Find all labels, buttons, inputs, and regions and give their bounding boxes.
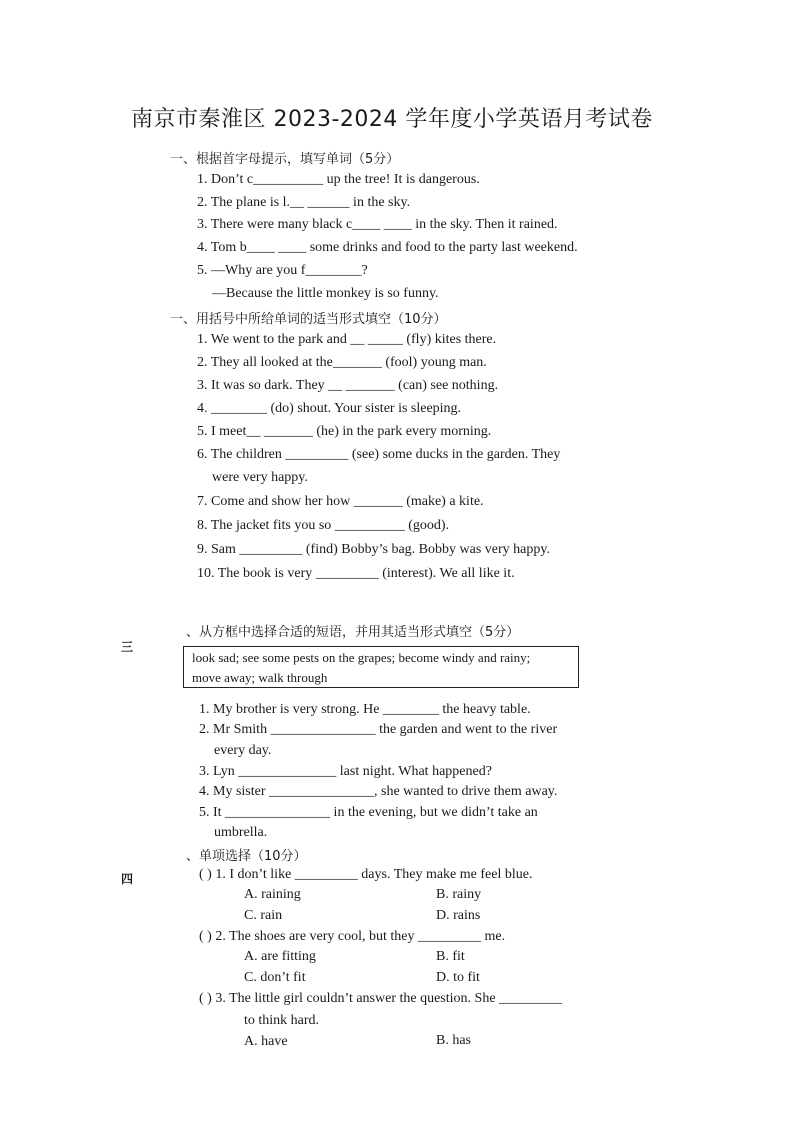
s3-item-2-cont: every day.	[214, 743, 272, 758]
s1-item-5: 5. —Why are you f________?	[197, 263, 368, 278]
s2-item-10: 10. The book is very _________ (interest). We all like it.	[197, 566, 515, 581]
q3-stem-cont: to think hard.	[244, 1013, 320, 1028]
phrase-box-line-1: look sad; see some pests on the grapes; become windy and rainy;	[192, 650, 531, 665]
phrase-box-line-2: move away; walk through	[192, 670, 328, 685]
s3-item-3: 3. Lyn ______________ last night. What happened?	[199, 764, 492, 779]
s1-item-5-answer: —Because the little monkey is so funny.	[212, 286, 439, 301]
q2-stem: ( ) 2. The shoes are very cool, but they _________ me.	[199, 929, 506, 944]
section2-heading: 一、用括号中所给单词的适当形式填空（10分）	[170, 312, 447, 327]
s2-item-5: 5. I meet__ _______ (he) in the park every morning.	[197, 424, 492, 439]
section3-heading: 、从方框中选择合适的短语，并用其适当形式填空（5分）	[186, 625, 520, 640]
section4-marker: 四	[121, 872, 134, 886]
s3-item-1: 1. My brother is very strong. He ________ the heavy table.	[199, 702, 531, 717]
s3-item-5: 5. It _______________ in the evening, but we didn’t take an	[199, 805, 538, 820]
section3-marker: 三	[121, 640, 134, 654]
q3-option-a: A. have	[244, 1034, 288, 1049]
s1-item-2: 2. The plane is l.__ ______ in the sky.	[197, 195, 411, 210]
s2-item-1: 1. We went to the park and __ _____ (fly) kites there.	[197, 332, 497, 347]
s3-item-5-cont: umbrella.	[214, 825, 268, 840]
q2-option-d: D. to fit	[436, 970, 480, 985]
q2-option-b: B. fit	[436, 949, 465, 964]
s1-item-4: 4. Tom b____ ____ some drinks and food to the party last weekend.	[197, 240, 578, 255]
section4-heading: 、单项选择（10分）	[186, 849, 307, 864]
q2-option-c: C. don’t fit	[244, 970, 306, 985]
s1-item-3: 3. There were many black c____ ____ in the sky. Then it rained.	[197, 217, 558, 232]
s1-item-1: 1. Don’t c__________ up the tree! It is dangerous.	[197, 172, 480, 187]
s3-item-2: 2. Mr Smith _______________ the garden and went to the river	[199, 722, 558, 737]
s2-item-8: 8. The jacket fits you so __________ (good).	[197, 518, 450, 533]
q3-stem: ( ) 3. The little girl couldn’t answer the question. She _________	[199, 991, 563, 1006]
q1-stem: ( ) 1. I don’t like _________ days. They make me feel blue.	[199, 867, 533, 882]
s2-item-4: 4. ________ (do) shout. Your sister is sleeping.	[197, 401, 462, 416]
s3-item-4: 4. My sister _______________, she wanted to drive them away.	[199, 784, 558, 799]
s2-item-3: 3. It was so dark. They __ _______ (can) see nothing.	[197, 378, 499, 393]
s2-item-2: 2. They all looked at the_______ (fool) young man.	[197, 355, 487, 370]
page-title: 南京市秦淮区 2023-2024 学年度小学英语月考试卷	[131, 107, 653, 132]
q1-option-a: A. raining	[244, 887, 301, 902]
q1-option-b: B. rainy	[436, 887, 482, 902]
q2-option-a: A. are fitting	[244, 949, 316, 964]
s2-item-6: 6. The children _________ (see) some ducks in the garden. They	[197, 447, 561, 462]
s2-item-7: 7. Come and show her how _______ (make) a kite.	[197, 494, 484, 509]
q3-option-b: B. has	[436, 1033, 471, 1048]
s2-item-9: 9. Sam _________ (find) Bobby’s bag. Bobby was very happy.	[197, 542, 550, 557]
q1-option-c: C. rain	[244, 908, 283, 923]
s2-item-6-cont: were very happy.	[212, 470, 308, 485]
section1-heading: 一、根据首字母提示，填写单词（5分）	[170, 152, 400, 167]
q1-option-d: D. rains	[436, 908, 481, 923]
